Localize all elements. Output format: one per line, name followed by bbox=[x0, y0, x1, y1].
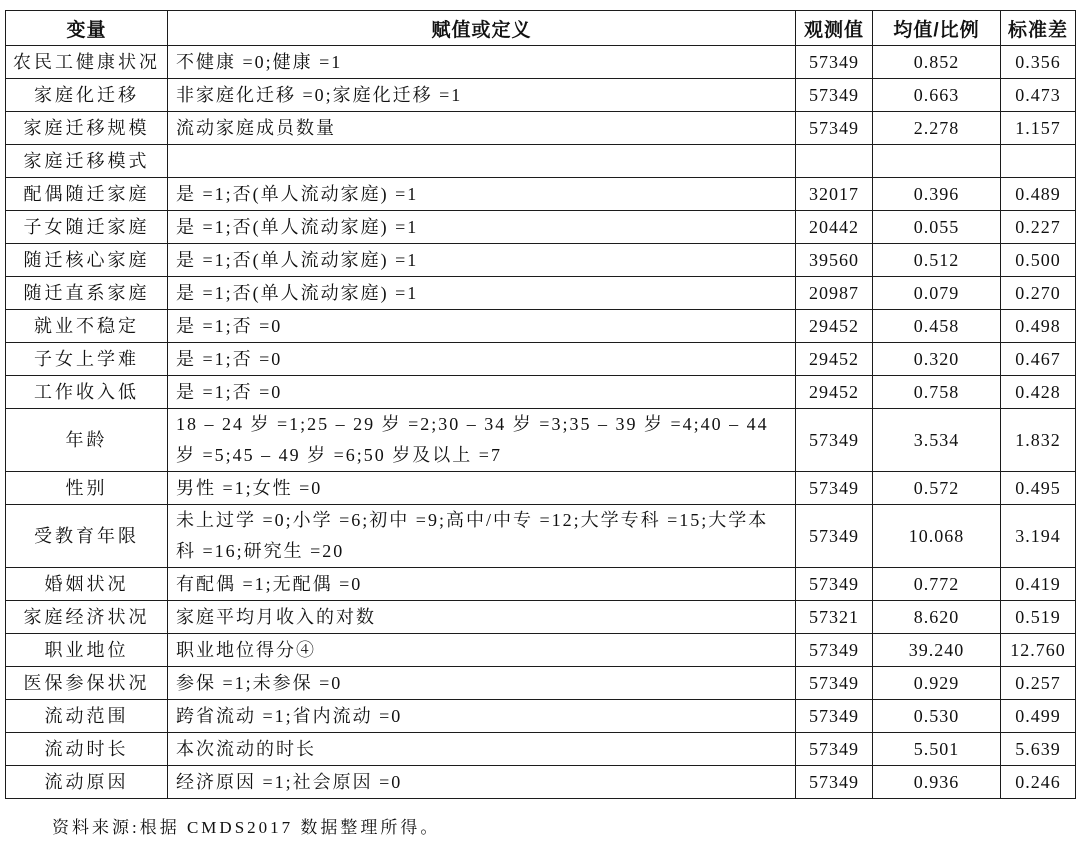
definition-cell: 是 =1;否 =0 bbox=[168, 376, 796, 409]
observations-cell: 29452 bbox=[796, 310, 873, 343]
mean-cell: 0.772 bbox=[873, 568, 1001, 601]
mean-cell: 5.501 bbox=[873, 733, 1001, 766]
variable-cell: 农民工健康状况 bbox=[6, 46, 168, 79]
sd-cell: 0.227 bbox=[1001, 211, 1076, 244]
definition-cell: 非家庭化迁移 =0;家庭化迁移 =1 bbox=[168, 79, 796, 112]
sd-cell: 0.473 bbox=[1001, 79, 1076, 112]
definition-cell: 是 =1;否 =0 bbox=[168, 310, 796, 343]
mean-cell: 0.929 bbox=[873, 667, 1001, 700]
sd-cell: 0.246 bbox=[1001, 766, 1076, 799]
sd-cell: 1.832 bbox=[1001, 409, 1076, 472]
variable-cell: 子女随迁家庭 bbox=[6, 211, 168, 244]
definition-cell: 职业地位得分④ bbox=[168, 634, 796, 667]
sd-cell: 5.639 bbox=[1001, 733, 1076, 766]
variable-cell: 流动时长 bbox=[6, 733, 168, 766]
variable-cell: 配偶随迁家庭 bbox=[6, 178, 168, 211]
table-row bbox=[6, 211, 1076, 244]
table-row bbox=[6, 178, 1076, 211]
mean-cell: 0.079 bbox=[873, 277, 1001, 310]
mean-cell: 0.458 bbox=[873, 310, 1001, 343]
table-row bbox=[6, 343, 1076, 376]
header-definition: 赋值或定义 bbox=[168, 11, 796, 46]
definition-cell: 流动家庭成员数量 bbox=[168, 112, 796, 145]
mean-cell: 0.936 bbox=[873, 766, 1001, 799]
sd-cell: 0.498 bbox=[1001, 310, 1076, 343]
mean-cell: 0.512 bbox=[873, 244, 1001, 277]
definition-cell: 跨省流动 =1;省内流动 =0 bbox=[168, 700, 796, 733]
observations-cell: 57349 bbox=[796, 766, 873, 799]
mean-cell: 0.572 bbox=[873, 472, 1001, 505]
table-row bbox=[6, 310, 1076, 343]
variable-cell: 流动原因 bbox=[6, 766, 168, 799]
mean-cell: 0.055 bbox=[873, 211, 1001, 244]
observations-cell: 57321 bbox=[796, 601, 873, 634]
observations-cell: 20987 bbox=[796, 277, 873, 310]
sd-cell: 0.467 bbox=[1001, 343, 1076, 376]
observations-cell: 57349 bbox=[796, 112, 873, 145]
mean-cell: 8.620 bbox=[873, 601, 1001, 634]
sd-cell: 1.157 bbox=[1001, 112, 1076, 145]
table-row bbox=[6, 472, 1076, 505]
variable-cell: 家庭经济状况 bbox=[6, 601, 168, 634]
sd-cell: 0.500 bbox=[1001, 244, 1076, 277]
sd-cell bbox=[1001, 145, 1076, 178]
definition-cell: 18 – 24 岁 =1;25 – 29 岁 =2;30 – 34 岁 =3;35 – 39 岁 =4;40 – 44 岁 =5;45 – 49 岁 =6;50 岁及以上 =7 bbox=[168, 409, 796, 472]
sd-cell: 0.257 bbox=[1001, 667, 1076, 700]
definition-cell: 是 =1;否 =0 bbox=[168, 343, 796, 376]
table-row bbox=[6, 244, 1076, 277]
mean-cell: 0.663 bbox=[873, 79, 1001, 112]
definition-cell: 是 =1;否(单人流动家庭) =1 bbox=[168, 211, 796, 244]
header-observations: 观测值 bbox=[796, 11, 873, 46]
table-row bbox=[6, 112, 1076, 145]
variable-cell: 家庭化迁移 bbox=[6, 79, 168, 112]
definition-cell: 家庭平均月收入的对数 bbox=[168, 601, 796, 634]
table-row bbox=[6, 700, 1076, 733]
observations-cell: 29452 bbox=[796, 376, 873, 409]
variable-cell: 受教育年限 bbox=[6, 505, 168, 568]
definition-cell: 经济原因 =1;社会原因 =0 bbox=[168, 766, 796, 799]
definition-cell: 是 =1;否(单人流动家庭) =1 bbox=[168, 244, 796, 277]
table-row bbox=[6, 601, 1076, 634]
sd-cell: 0.356 bbox=[1001, 46, 1076, 79]
definition-cell: 男性 =1;女性 =0 bbox=[168, 472, 796, 505]
descriptive-statistics-table bbox=[5, 10, 1076, 799]
observations-cell: 57349 bbox=[796, 472, 873, 505]
mean-cell: 0.396 bbox=[873, 178, 1001, 211]
sd-cell: 0.495 bbox=[1001, 472, 1076, 505]
sd-cell: 0.428 bbox=[1001, 376, 1076, 409]
mean-cell: 0.320 bbox=[873, 343, 1001, 376]
variable-cell: 家庭迁移规模 bbox=[6, 112, 168, 145]
variable-cell: 婚姻状况 bbox=[6, 568, 168, 601]
mean-cell: 0.758 bbox=[873, 376, 1001, 409]
observations-cell: 57349 bbox=[796, 409, 873, 472]
observations-cell: 57349 bbox=[796, 667, 873, 700]
table-row bbox=[6, 568, 1076, 601]
sd-cell: 12.760 bbox=[1001, 634, 1076, 667]
mean-cell: 0.530 bbox=[873, 700, 1001, 733]
observations-cell: 57349 bbox=[796, 700, 873, 733]
mean-cell: 2.278 bbox=[873, 112, 1001, 145]
definition-cell bbox=[168, 145, 796, 178]
observations-cell bbox=[796, 145, 873, 178]
definition-cell: 不健康 =0;健康 =1 bbox=[168, 46, 796, 79]
sd-cell: 0.489 bbox=[1001, 178, 1076, 211]
variable-cell: 随迁直系家庭 bbox=[6, 277, 168, 310]
variable-cell: 医保参保状况 bbox=[6, 667, 168, 700]
source-note: 资料来源:根据 CMDS2017 数据整理所得。 bbox=[52, 818, 441, 837]
table-row bbox=[6, 79, 1076, 112]
variable-cell: 子女上学难 bbox=[6, 343, 168, 376]
sd-cell: 0.270 bbox=[1001, 277, 1076, 310]
definition-cell: 本次流动的时长 bbox=[168, 733, 796, 766]
variable-cell: 职业地位 bbox=[6, 634, 168, 667]
header-sd: 标准差 bbox=[1001, 11, 1076, 46]
table-body bbox=[6, 46, 1076, 799]
table-row bbox=[6, 46, 1076, 79]
header-row bbox=[6, 11, 1076, 46]
definition-cell: 参保 =1;未参保 =0 bbox=[168, 667, 796, 700]
observations-cell: 57349 bbox=[796, 568, 873, 601]
definition-cell: 是 =1;否(单人流动家庭) =1 bbox=[168, 277, 796, 310]
mean-cell: 39.240 bbox=[873, 634, 1001, 667]
observations-cell: 57349 bbox=[796, 733, 873, 766]
mean-cell: 3.534 bbox=[873, 409, 1001, 472]
observations-cell: 39560 bbox=[796, 244, 873, 277]
table-row bbox=[6, 145, 1076, 178]
sd-cell: 0.499 bbox=[1001, 700, 1076, 733]
table-row bbox=[6, 277, 1076, 310]
header-mean: 均值/比例 bbox=[873, 11, 1001, 46]
table-row bbox=[6, 766, 1076, 799]
table-row bbox=[6, 409, 1076, 472]
variable-cell: 工作收入低 bbox=[6, 376, 168, 409]
observations-cell: 57349 bbox=[796, 634, 873, 667]
observations-cell: 57349 bbox=[796, 505, 873, 568]
observations-cell: 57349 bbox=[796, 79, 873, 112]
table-row bbox=[6, 376, 1076, 409]
variable-cell: 年龄 bbox=[6, 409, 168, 472]
definition-cell: 未上过学 =0;小学 =6;初中 =9;高中/中专 =12;大学专科 =15;大学本科 =16;研究生 =20 bbox=[168, 505, 796, 568]
sd-cell: 0.519 bbox=[1001, 601, 1076, 634]
observations-cell: 57349 bbox=[796, 46, 873, 79]
table-row bbox=[6, 505, 1076, 568]
mean-cell: 10.068 bbox=[873, 505, 1001, 568]
variable-cell: 随迁核心家庭 bbox=[6, 244, 168, 277]
observations-cell: 20442 bbox=[796, 211, 873, 244]
variable-cell: 就业不稳定 bbox=[6, 310, 168, 343]
observations-cell: 32017 bbox=[796, 178, 873, 211]
sd-cell: 0.419 bbox=[1001, 568, 1076, 601]
table-row bbox=[6, 733, 1076, 766]
mean-cell bbox=[873, 145, 1001, 178]
observations-cell: 29452 bbox=[796, 343, 873, 376]
variable-cell: 性别 bbox=[6, 472, 168, 505]
variable-cell: 流动范围 bbox=[6, 700, 168, 733]
variable-cell: 家庭迁移模式 bbox=[6, 145, 168, 178]
sd-cell: 3.194 bbox=[1001, 505, 1076, 568]
header-variable: 变量 bbox=[6, 11, 168, 46]
definition-cell: 是 =1;否(单人流动家庭) =1 bbox=[168, 178, 796, 211]
table-row bbox=[6, 667, 1076, 700]
table-header bbox=[6, 11, 1076, 46]
definition-cell: 有配偶 =1;无配偶 =0 bbox=[168, 568, 796, 601]
mean-cell: 0.852 bbox=[873, 46, 1001, 79]
table-row bbox=[6, 634, 1076, 667]
